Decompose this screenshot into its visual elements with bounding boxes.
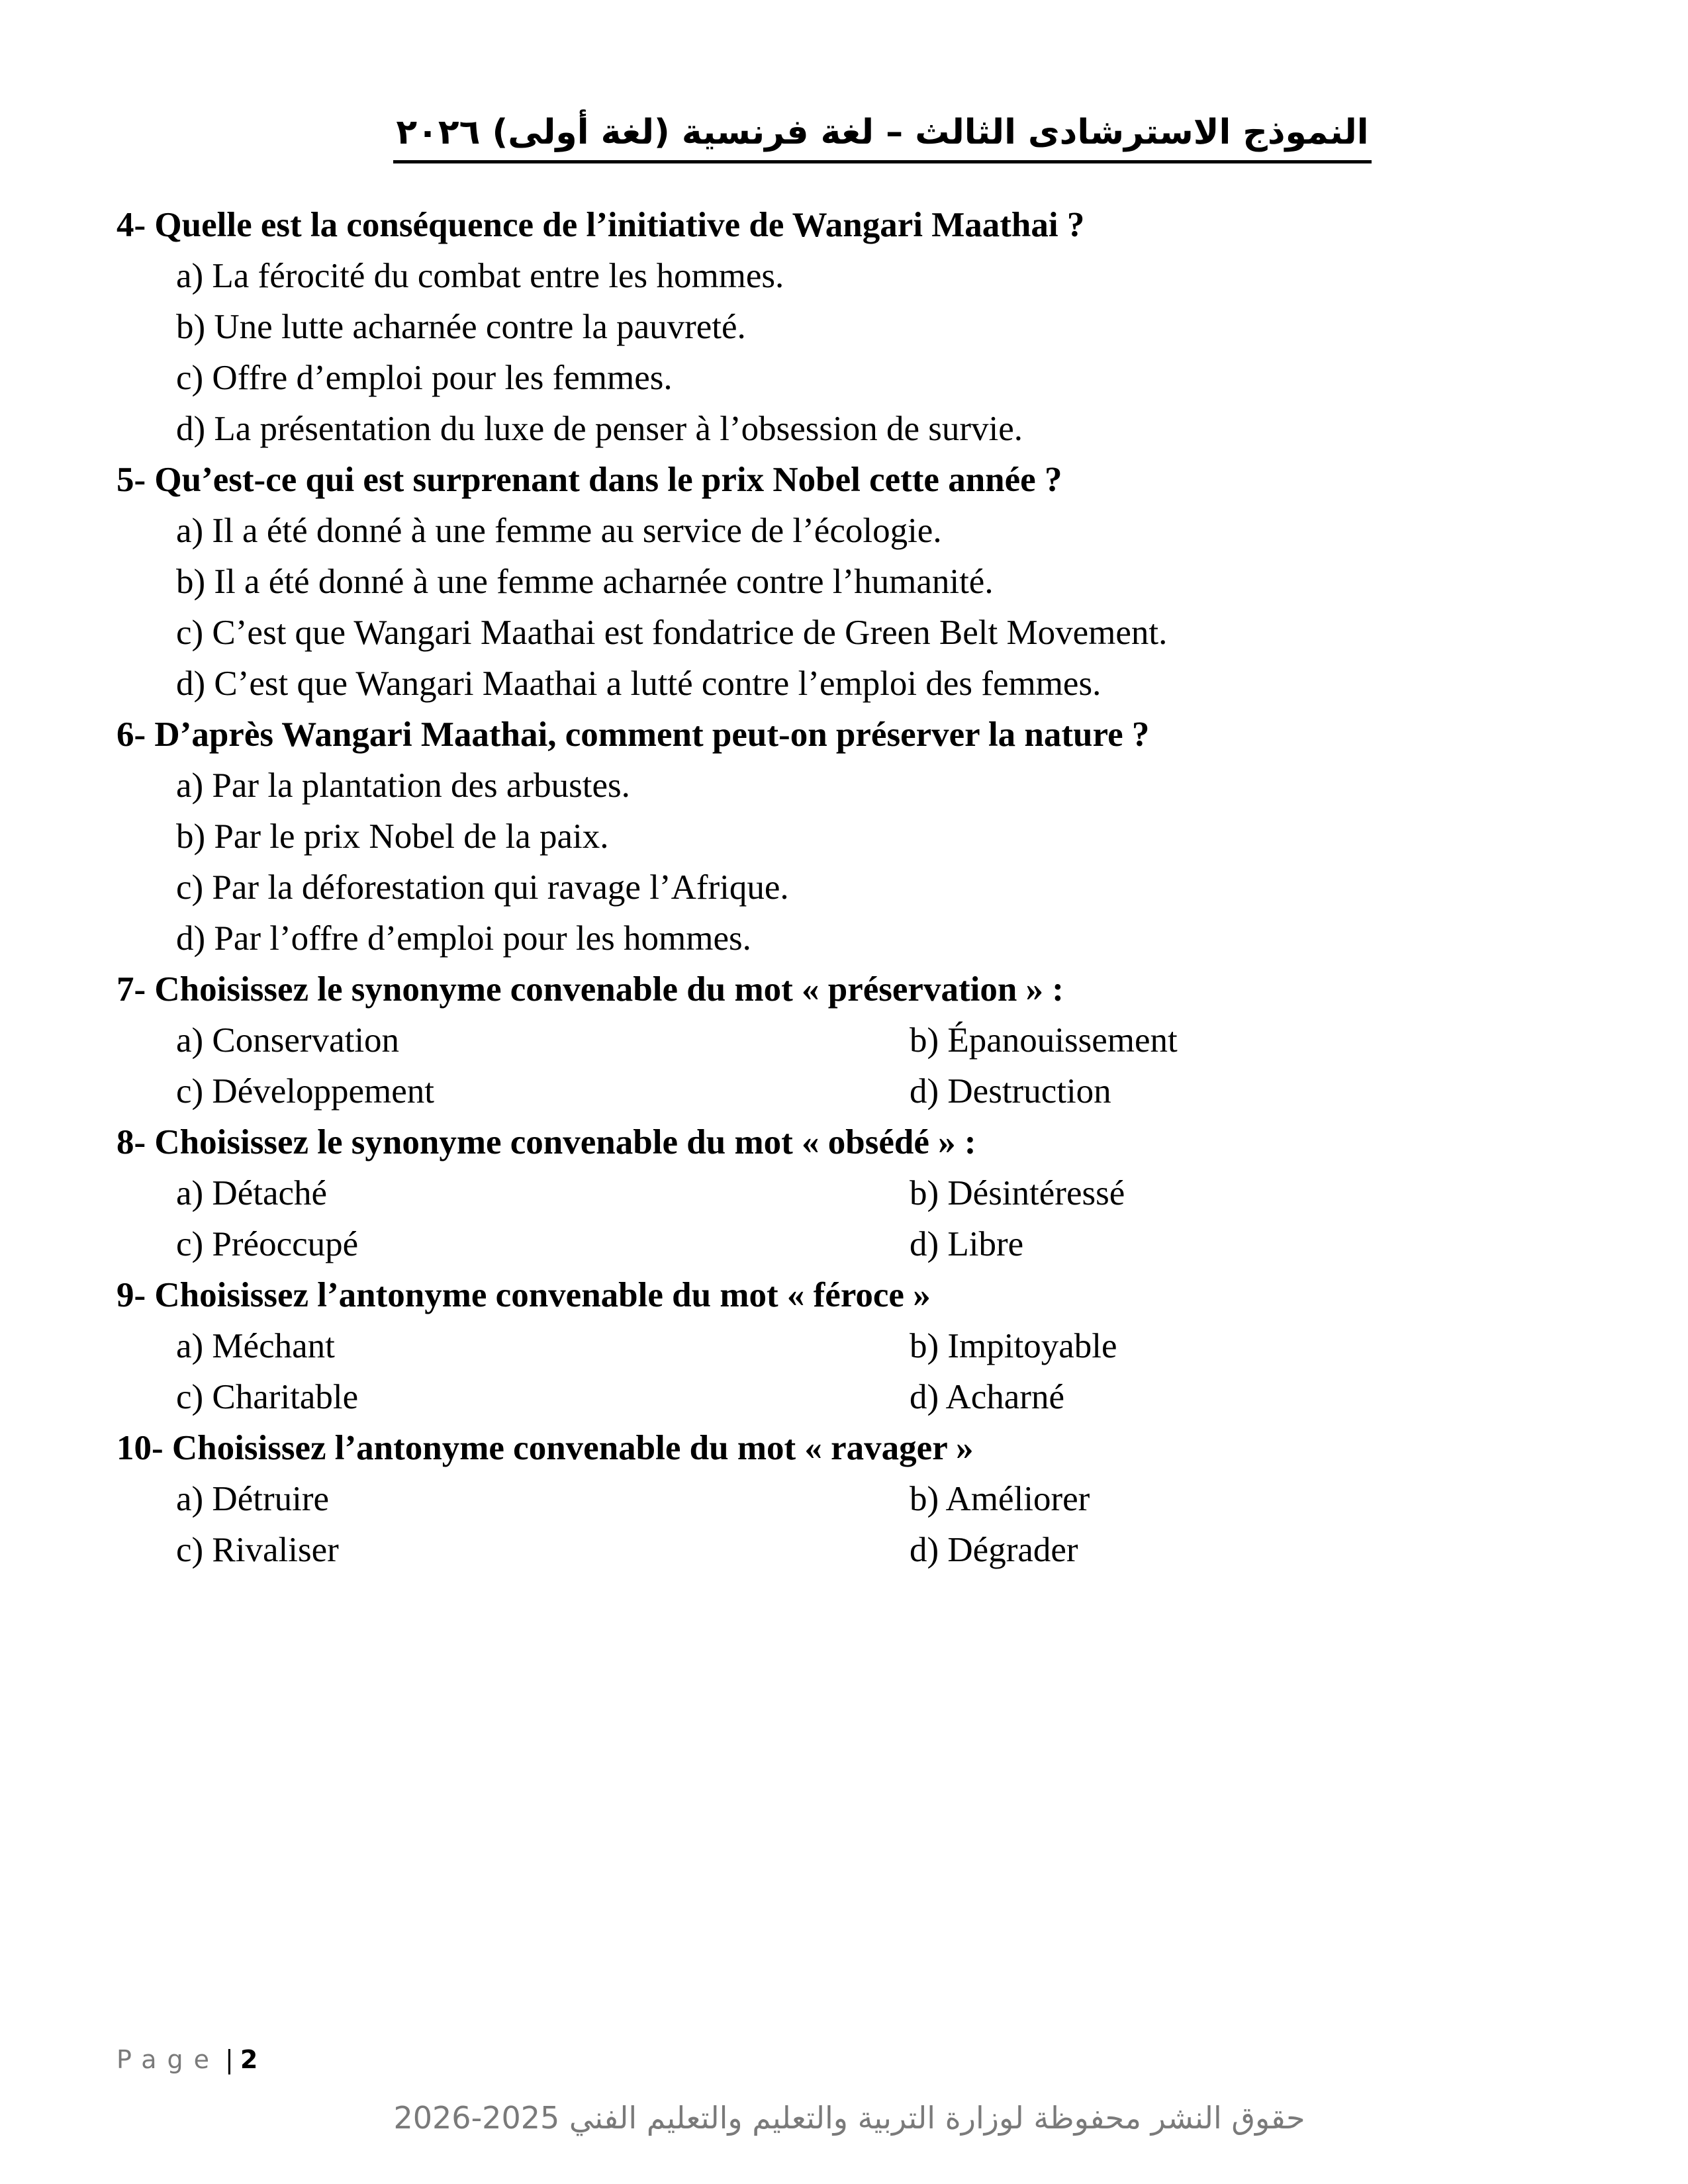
question-9-option-b: b) Impitoyable (910, 1327, 1117, 1365)
question-9-option-a: a) Méchant (176, 1327, 335, 1365)
copyright-text: حقوق النشر محفوظة لوزارة التربية والتعليم والتعليم الفني 2025-2026 (393, 2100, 1305, 2136)
question-7-option-b: b) Épanouissement (910, 1021, 1178, 1060)
question-7-option-a: a) Conservation (176, 1021, 400, 1060)
page-number-footer (117, 2040, 258, 2079)
question-6-option-a: a) Par la plantation des arbustes. (176, 766, 630, 805)
question-5-option-a: a) Il a été donné à une femme au service de l’écologie. (176, 512, 942, 550)
question-4-option-b: b) Une lutte acharnée contre la pauvreté. (176, 308, 746, 346)
question-7-option-d: d) Destruction (910, 1072, 1111, 1111)
page-title-text: النموذج الاسترشادى الثالث – لغة فرنسية (لغة أولى) ٢٠٢٦ (393, 106, 1371, 163)
question-9-option-c: c) Charitable (176, 1378, 359, 1416)
question-6-option-c: c) Par la déforestation qui ravage l’Afrique. (176, 868, 789, 907)
question-4-option-d: d) La présentation du luxe de penser à l’obsession de survie. (176, 410, 1023, 448)
question-7-option-c: c) Développement (176, 1072, 434, 1111)
question-9-option-d: d) Acharné (910, 1378, 1064, 1416)
question-6: 6- D’après Wangari Maathai, comment peut-on préserver la nature ? (117, 715, 1150, 754)
question-8-options-row (117, 1219, 1573, 1270)
question-10-option-c: c) Rivaliser (176, 1531, 339, 1569)
question-10-options-row (117, 1525, 1573, 1576)
page-separator: | (225, 2045, 234, 2074)
question-9-options-row (117, 1321, 1573, 1372)
question-9: 9- Choisissez l’antonyme convenable du mot « féroce » (117, 1276, 931, 1314)
question-8-option-c: c) Préoccupé (176, 1225, 359, 1263)
question-7: 7- Choisissez le synonyme convenable du mot « préservation » : (117, 970, 1064, 1009)
page-title (0, 106, 1688, 163)
question-7-options-row (117, 1015, 1573, 1066)
question-10-option-a: a) Détruire (176, 1480, 329, 1518)
question-4-option-a: a) La férocité du combat entre les hommes. (176, 257, 784, 295)
question-5-option-d: d) C’est que Wangari Maathai a lutté contre l’emploi des femmes. (176, 664, 1102, 703)
question-8-option-a: a) Détaché (176, 1174, 328, 1212)
question-7-options-row (117, 1066, 1573, 1117)
question-9-options-row (117, 1372, 1573, 1423)
page-number: 2 (240, 2045, 258, 2074)
question-6-option-d: d) Par l’offre d’emploi pour les hommes. (176, 919, 751, 958)
page-label: Page (117, 2045, 220, 2074)
questions-section (117, 200, 1573, 1576)
question-6-option-b: b) Par le prix Nobel de la paix. (176, 817, 609, 856)
question-8: 8- Choisissez le synonyme convenable du mot « obsédé » : (117, 1123, 976, 1161)
question-5: 5- Qu’est-ce qui est surprenant dans le prix Nobel cette année ? (117, 461, 1062, 499)
question-8-option-d: d) Libre (910, 1225, 1024, 1263)
question-10: 10- Choisissez l’antonyme convenable du mot « ravager » (117, 1429, 974, 1467)
question-5-option-c: c) C’est que Wangari Maathai est fondatrice de Green Belt Movement. (176, 614, 1168, 652)
question-4-option-c: c) Offre d’emploi pour les femmes. (176, 359, 673, 397)
question-5-option-b: b) Il a été donné à une femme acharnée contre l’humanité. (176, 563, 994, 601)
question-10-option-d: d) Dégrader (910, 1531, 1078, 1569)
question-8-option-b: b) Désintéressé (910, 1174, 1125, 1212)
question-8-options-row (117, 1168, 1573, 1219)
question-4: 4- Quelle est la conséquence de l’initiative de Wangari Maathai ? (117, 206, 1085, 244)
question-10-option-b: b) Améliorer (910, 1480, 1090, 1518)
copyright-notice (0, 2091, 1688, 2144)
question-10-options-row (117, 1474, 1573, 1525)
